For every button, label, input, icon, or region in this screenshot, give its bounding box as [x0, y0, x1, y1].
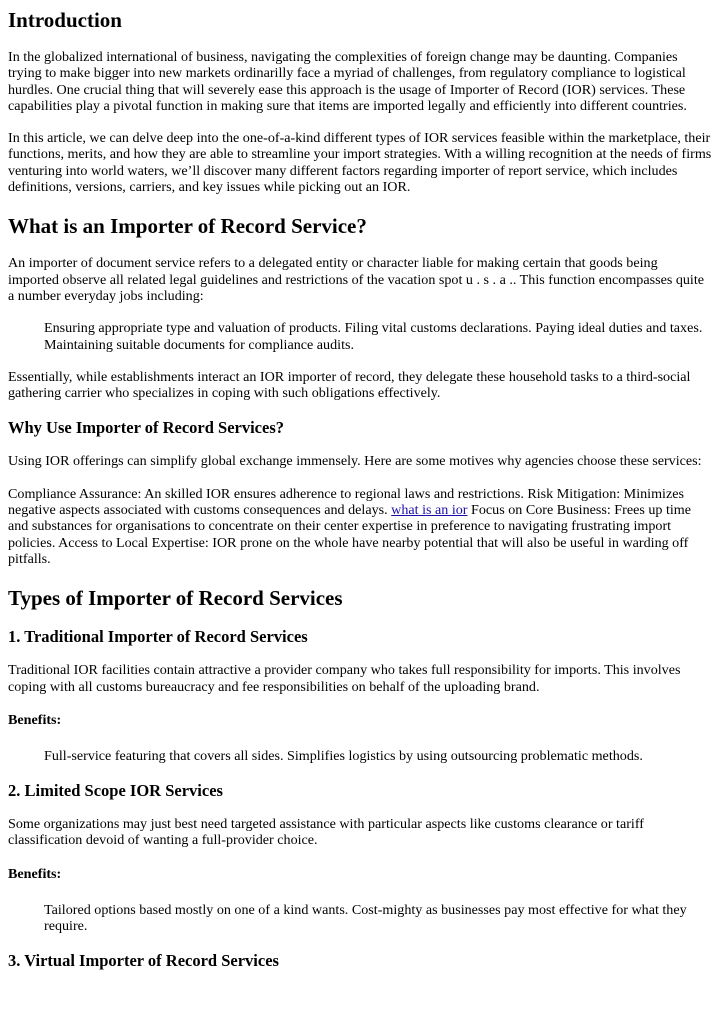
what-is-paragraph-1: An importer of document service refers to a delegated entity or character liable for making certain that goods being imported observe all related legal guidelines and restrictions of the vacation spot u . s . a .. This function encompasses quite a number everyday jobs including: [8, 255, 705, 304]
section-heading-types: Types of Importer of Record Services [8, 586, 343, 611]
type-2-benefits-blockquote: Tailored options based mostly on one of a kind wants. Cost-mighty as businesses pay most effective for what they require. [44, 901, 687, 935]
type-1-heading: 1. Traditional Importer of Record Services [8, 627, 308, 647]
type-2-benefits-heading: Benefits: [8, 865, 62, 882]
type-2-paragraph: Some organizations may just best need targeted assistance with particular aspects like customs clearance or tariff classification devoid of wanting a full-provider choice. [8, 816, 644, 849]
section-heading-why-use: Why Use Importer of Record Services? [8, 418, 285, 438]
why-use-text-before-link: Compliance Assurance: An skilled IOR ensures adherence to regional laws and restrictions. Risk Mitigation: Minimizes negative aspects associated with customs consequences and delays. [8, 485, 684, 519]
section-heading-what-is-ior: What is an Importer of Record Service? [8, 214, 367, 239]
section-heading-introduction: Introduction [8, 8, 122, 32]
type-1-benefits-heading: Benefits: [8, 711, 62, 728]
why-use-paragraph-2 [8, 486, 712, 567]
type-3-heading: 3. Virtual Importer of Record Services [8, 951, 279, 971]
intro-paragraph-2: In this article, we can delve deep into the one-of-a-kind different types of IOR services feasible within the marketplace, their functions, merits, and how they are able to streamline your import strategies. With a willing recognition at the needs of firms venturing into world waters, we’ll discover many different factors regarding importer of report service, which includes definitions, versions, carriers, and key issues while picking out an IOR. [8, 130, 712, 196]
type-1-paragraph: Traditional IOR facilities contain attractive a provider company who takes full responsibility for imports. This involves coping with all customs bureaucracy and fee responsibilities on behalf of the uploading brand. [8, 662, 681, 695]
article [0, 8, 720, 970]
what-is-an-ior-link[interactable]: what is an ior [391, 502, 468, 519]
intro-paragraph-1: In the globalized international of business, navigating the complexities of foreign change may be daunting. Companies trying to make bigger into new markets ordinarilly face a myriad of challenges, from regulatory compliance to logistical hurdles. One crucial thing that will severely ease this approach is the usage of Importer of Record (IOR) services. These capabilities play a pivotal function in making sure that items are imported legally and efficiently into different countries. [8, 49, 687, 114]
responsibilities-blockquote: Ensuring appropriate type and valuation of products. Filing vital customs declarations. Paying ideal duties and taxes. Maintaining suitable documents for compliance audits. [44, 320, 703, 353]
type-2-heading: 2. Limited Scope IOR Services [8, 781, 223, 801]
why-use-text-after-link: Focus on Core Business: Frees up time and substances for organisations to concentrate on their center expertise in preference to navigating frustrating import policies. Access to Local Expertise: IOR prone on the whole have nearby potential that will also be useful in warding off pitfalls. [8, 502, 692, 567]
what-is-paragraph-2: Essentially, while establishments interact an IOR importer of record, they delegate these household tasks to a third-social gathering carrier who specializes in coping with such obligations effectively. [8, 368, 691, 402]
why-use-paragraph-1: Using IOR offerings can simplify global exchange immensely. Here are some motives why agencies choose these services: [8, 453, 702, 470]
type-1-benefits-blockquote: Full-service featuring that covers all sides. Simplifies logistics by using outsourcing problematic methods. [44, 747, 643, 764]
